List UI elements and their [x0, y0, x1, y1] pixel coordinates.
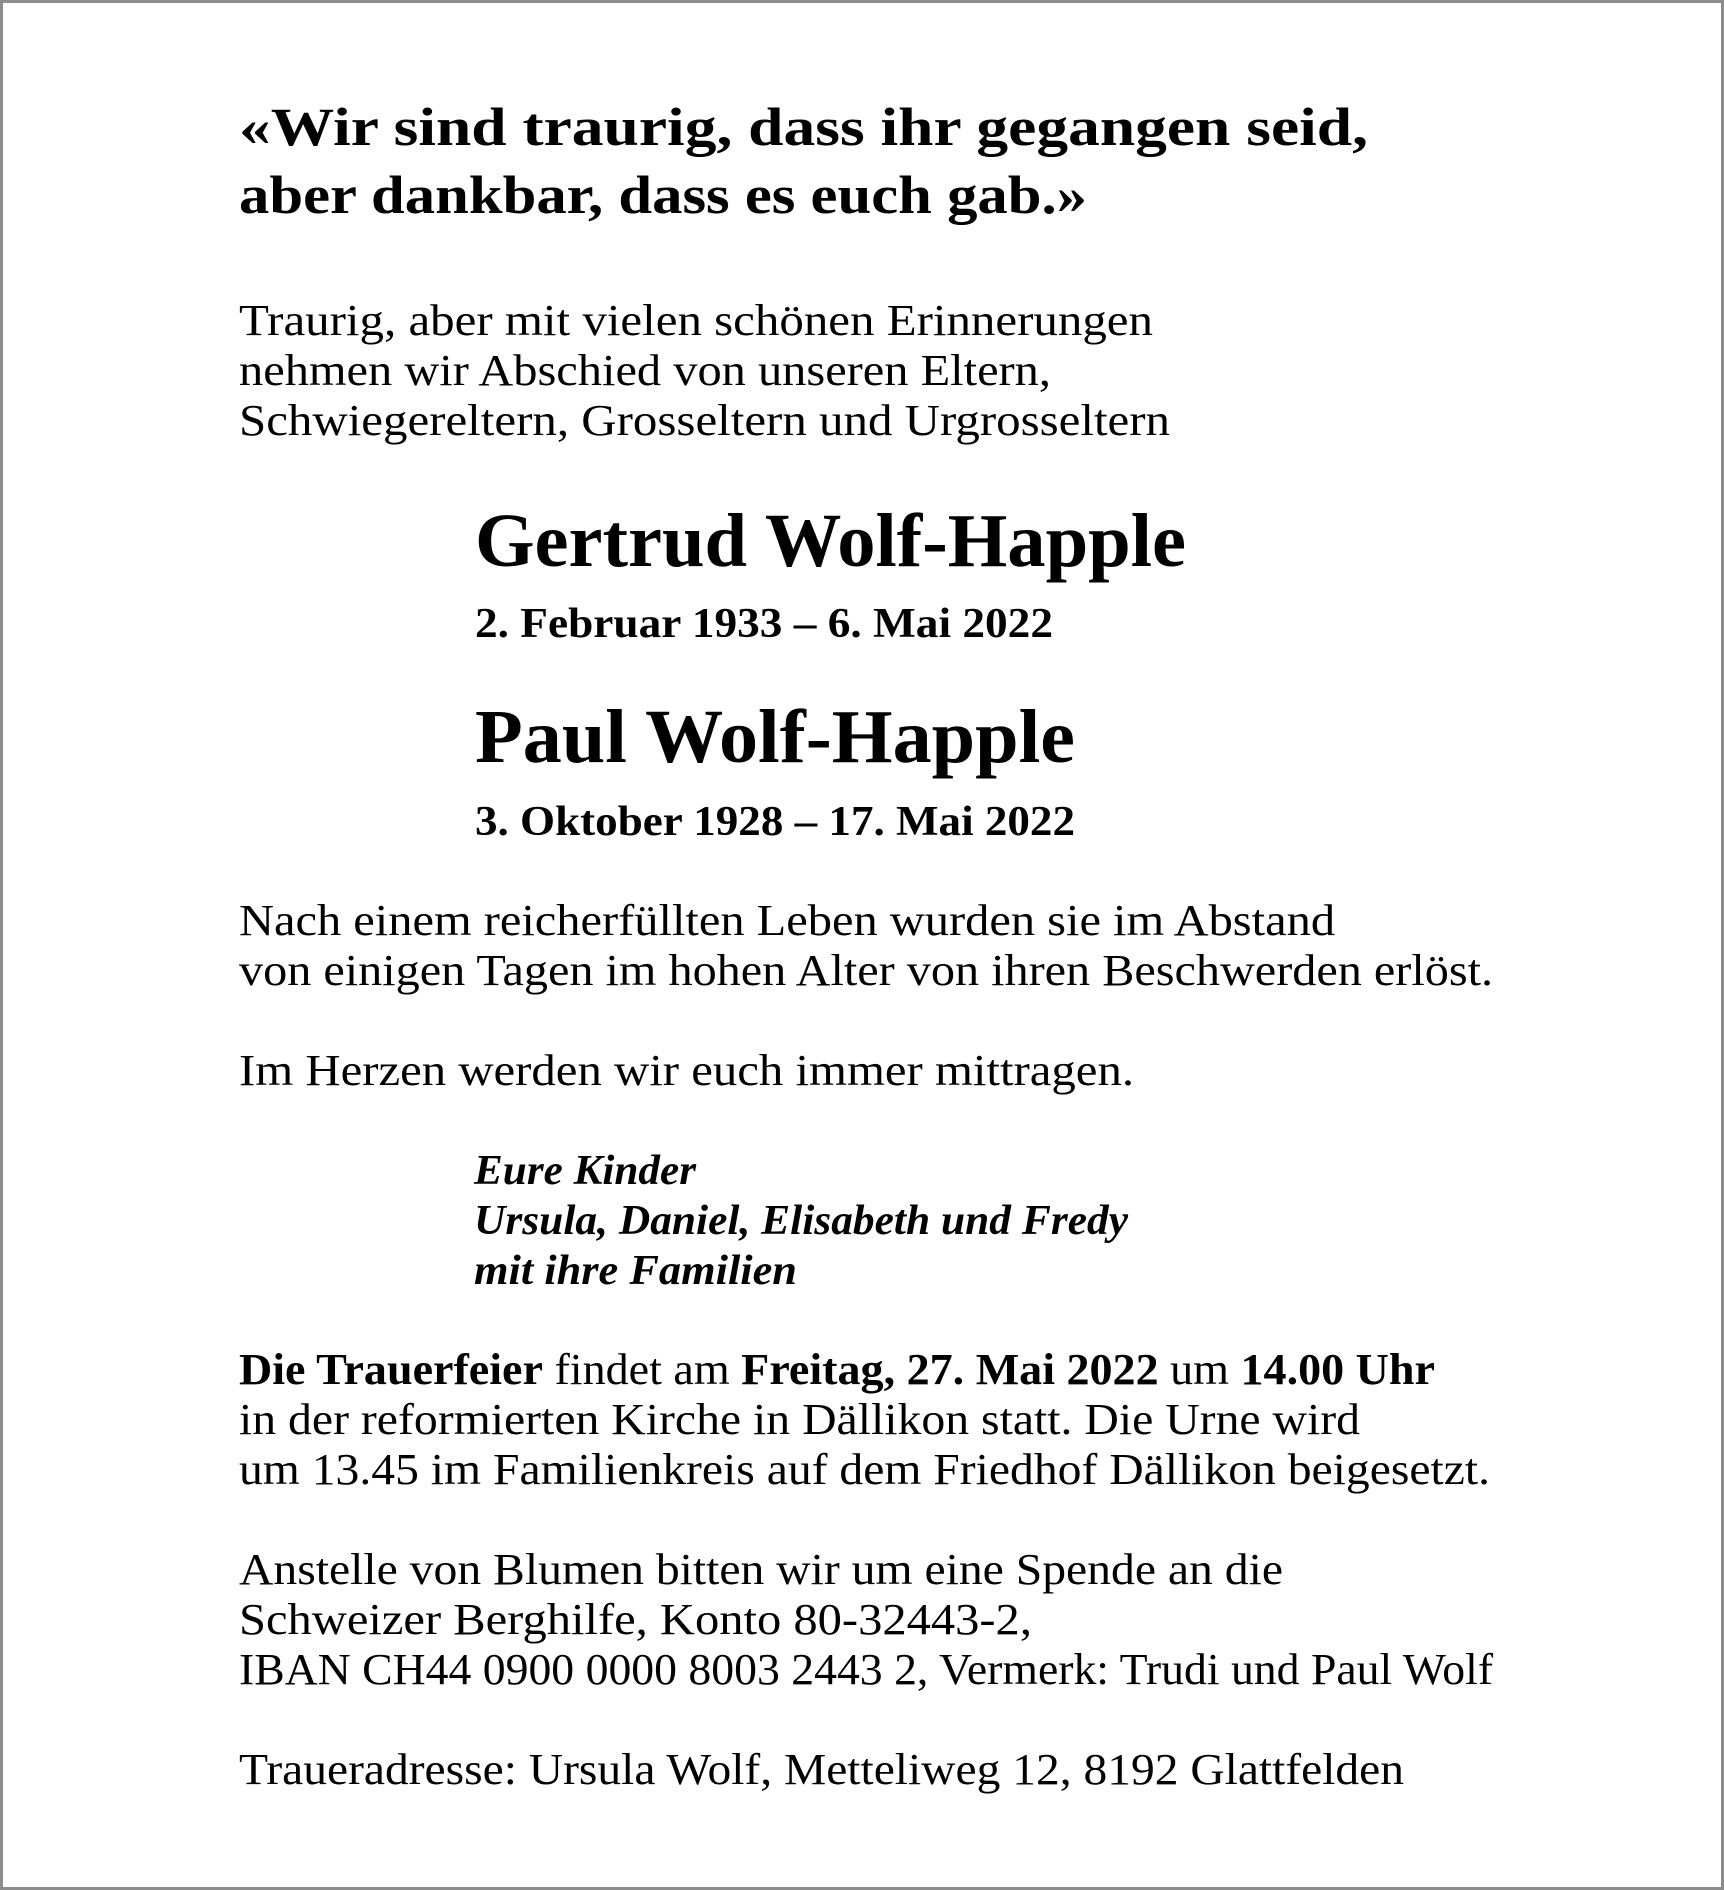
quote-line-1: «Wir sind traurig, dass ihr gegangen seid,	[239, 97, 1368, 157]
donation-line-1: Anstelle von Blumen bitten wir um eine Spende an die	[239, 1545, 1283, 1594]
tribute-line-2: von einigen Tagen im hohen Alter von ihren Beschwerden erlöst.	[239, 946, 1494, 995]
quote-line-2: aber dankbar, dass es euch gab.»	[239, 165, 1088, 225]
closing-line: Im Herzen werden wir euch immer mittragen.	[239, 1046, 1135, 1095]
signature-line-1: Eure Kinder	[474, 1148, 697, 1194]
donation-line-3: IBAN CH44 0900 0000 8003 2443 2, Vermerk: Trudi und Paul Wolf	[239, 1645, 1494, 1694]
service-time: 14.00 Uhr	[1240, 1345, 1436, 1394]
service-event-label: Die Trauerfeier	[239, 1345, 543, 1394]
deceased-name-gertrud: Gertrud Wolf-Happle	[475, 499, 1186, 583]
service-line-1	[239, 1345, 1435, 1395]
intro-line-2: nehmen wir Abschied von unseren Eltern,	[239, 346, 1051, 395]
service-text-2: um	[1158, 1345, 1241, 1394]
deceased-dates-paul: 3. Oktober 1928 – 17. Mai 2022	[475, 799, 1075, 845]
deceased-name-paul: Paul Wolf-Happle	[475, 695, 1075, 779]
service-line-2: in der reformierten Kirche in Dällikon statt. Die Urne wird	[239, 1395, 1361, 1444]
deceased-dates-gertrud: 2. Februar 1933 – 6. Mai 2022	[475, 601, 1053, 647]
donation-line-2: Schweizer Berghilfe, Konto 80-32443-2,	[239, 1595, 1032, 1644]
signature-line-2: Ursula, Daniel, Elisabeth und Fredy	[474, 1198, 1129, 1244]
tribute-line-1: Nach einem reicherfüllten Leben wurden sie im Abstand	[239, 896, 1336, 945]
signature-line-3: mit ihre Familien	[474, 1248, 797, 1294]
service-date: Freitag, 27. Mai 2022	[741, 1345, 1159, 1394]
intro-line-3: Schwiegereltern, Grosseltern und Urgrosseltern	[239, 396, 1171, 445]
service-line-3: um 13.45 im Familienkreis auf dem Friedhof Dällikon beigesetzt.	[239, 1445, 1491, 1494]
mourning-address: Traueradresse: Ursula Wolf, Metteliweg 12, 8192 Glattfelden	[239, 1745, 1405, 1794]
service-text-1: findet am	[542, 1345, 742, 1394]
intro-line-1: Traurig, aber mit vielen schönen Erinnerungen	[239, 296, 1153, 345]
